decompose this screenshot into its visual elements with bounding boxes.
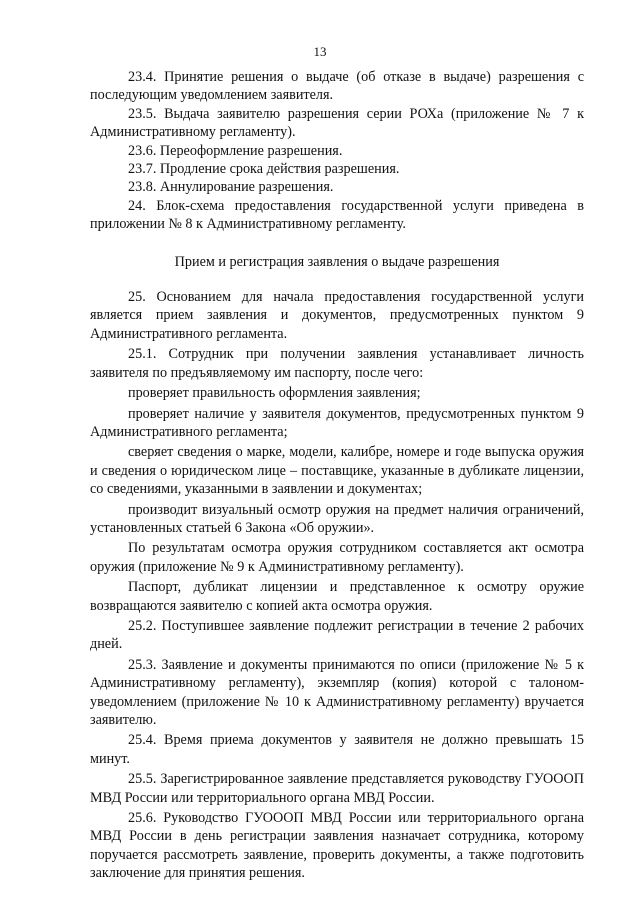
- paragraph-inspection-act: По результатам осмотра оружия сотрудником составляется акт осмотра оружия (приложение № 9 к Административному регламенту).: [90, 540, 584, 575]
- paragraph-23-4: 23.4. Принятие решения о выдаче (об отказе в выдаче) разрешения с последующим уведомлением заявителя.: [90, 69, 584, 104]
- paragraph-return-documents: Паспорт, дубликат лицензии и представленное к осмотру оружие возвращаются заявителю с копией акта осмотра оружия.: [90, 579, 584, 614]
- paragraph-24: 24. Блок-схема предоставления государственной услуги приведена в приложении № 8 к Административному регламенту.: [90, 197, 584, 233]
- paragraph-25-6: 25.6. Руководство ГУОООП МВД России или территориального органа МВД России в день регистрации заявления назначает сотрудника, которому поручается рассмотреть заявление, проверить документы, а также подготовить заключение для принятия решения.: [90, 810, 584, 882]
- paragraph-visual-inspection: производит визуальный осмотр оружия на предмет наличия ограничений, установленных статьей 6 Закона «Об оружии».: [90, 501, 584, 536]
- paragraph-25-3: 25.3. Заявление и документы принимаются по описи (приложение № 5 к Административному регламенту), экземпляр (копия) которой с талоном-уведомлением (приложение № 10 к Административному регламенту) вручается заявителю.: [90, 656, 584, 728]
- paragraph-check-form: проверяет правильность оформления заявления;: [128, 385, 421, 402]
- section-heading: Прием и регистрация заявления о выдаче разрешения: [174, 253, 500, 270]
- paragraph-25: 25. Основанием для начала предоставления государственной услуги является прием заявления и документов, предусмотренных пунктом 9 Административного регламента.: [90, 289, 584, 342]
- page-number: 13: [313, 44, 327, 59]
- paragraph-23-5: 23.5. Выдача заявителю разрешения серии РОХа (приложение № 7 к Административному регламенту).: [90, 105, 584, 141]
- paragraph-25-2: 25.2. Поступившее заявление подлежит регистрации в течение 2 рабочих дней.: [90, 617, 584, 653]
- paragraph-23-8: 23.8. Аннулирование разрешения.: [128, 179, 334, 196]
- paragraph-25-4: 25.4. Время приема документов у заявителя не должно превышать 15 минут.: [90, 732, 584, 767]
- document-body: [90, 68, 584, 883]
- paragraph-verify-details: сверяет сведения о марке, модели, калибре, номере и годе выпуска оружия и сведения о юридическом лице – поставщике, указанные в дубликате лицензии, со сведениями, указанными в заявлении и документах;: [90, 444, 584, 498]
- paragraph-25-5: 25.5. Зарегистрированное заявление представляется руководству ГУОООП МВД России или территориального органа МВД России.: [90, 771, 584, 806]
- paragraph-25-1: 25.1. Сотрудник при получении заявления устанавливает личность заявителя по предъявляемому им паспорту, после чего:: [90, 346, 584, 381]
- paragraph-check-documents: проверяет наличие у заявителя документов, предусмотренных пунктом 9 Административного регламента;: [90, 405, 584, 440]
- paragraph-23-6: 23.6. Переоформление разрешения.: [128, 142, 343, 159]
- paragraph-23-7: 23.7. Продление срока действия разрешения.: [128, 161, 400, 178]
